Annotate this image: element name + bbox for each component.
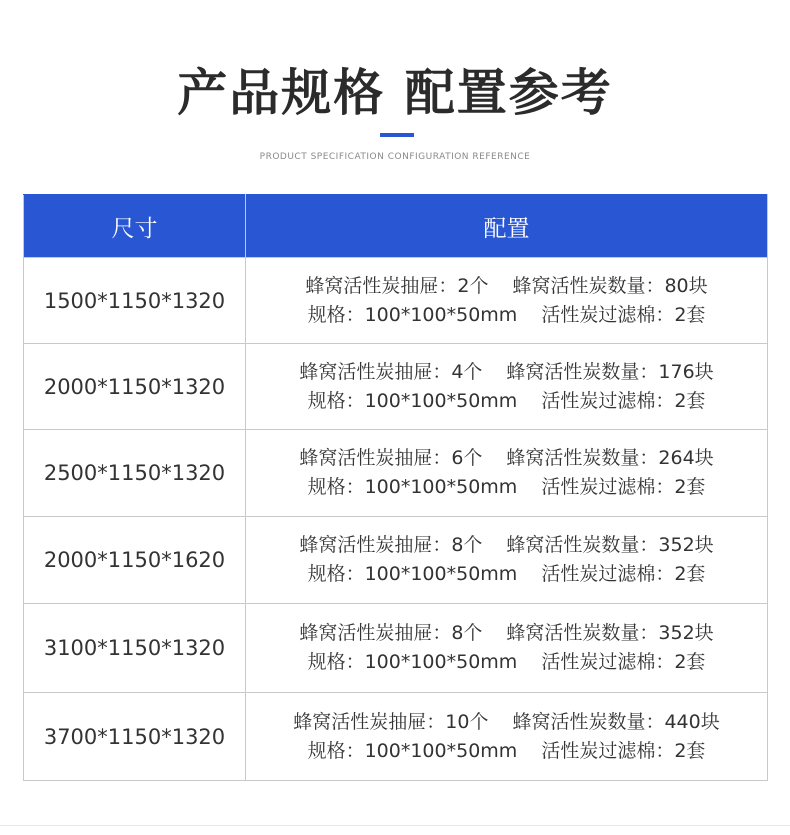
- config-line-2: [246, 560, 767, 589]
- block-spec: 规格：100*100*50mm: [307, 303, 518, 326]
- size-cell: 2000*1150*1320: [24, 344, 246, 430]
- spec-table: [23, 194, 768, 781]
- block-count: 蜂窝活性炭数量：176块: [506, 360, 714, 383]
- drawer-count: 蜂窝活性炭抽屉：10个: [293, 710, 489, 733]
- config-line-1: [246, 358, 767, 387]
- config-line-1: [246, 272, 767, 301]
- config-line-1: [246, 619, 767, 648]
- config-cell: [246, 693, 768, 781]
- table-row: [24, 344, 768, 430]
- size-cell: 1500*1150*1320: [24, 258, 246, 344]
- block-spec: 规格：100*100*50mm: [307, 651, 518, 673]
- table-row: [24, 604, 768, 693]
- table-row: [24, 517, 768, 604]
- block-spec: 规格：100*100*50mm: [307, 476, 518, 498]
- size-cell: 3100*1150*1320: [24, 604, 246, 693]
- size-cell: 2000*1150*1620: [24, 517, 246, 604]
- filter-count: 活性炭过滤棉：2套: [541, 651, 706, 673]
- title-underline: [380, 133, 414, 137]
- drawer-count: 蜂窝活性炭抽屉：2个: [305, 274, 489, 297]
- config-line-2: [246, 301, 767, 330]
- table-row: [24, 430, 768, 517]
- config-line-2: [246, 387, 767, 416]
- block-count: 蜂窝活性炭数量：352块: [506, 622, 714, 644]
- drawer-count: 蜂窝活性炭抽屉：4个: [299, 360, 483, 383]
- config-cell: [246, 344, 768, 430]
- column-header-size: 尺寸: [24, 195, 246, 258]
- column-header-config: 配置: [246, 195, 768, 258]
- config-line-2: [246, 648, 767, 677]
- filter-count: 活性炭过滤棉：2套: [541, 389, 706, 412]
- table-row: [24, 693, 768, 781]
- page-subtitle: PRODUCT SPECIFICATION CONFIGURATION REFERENCE: [259, 152, 531, 162]
- bottom-divider: [0, 825, 790, 826]
- config-line-1: [246, 708, 767, 737]
- filter-count: 活性炭过滤棉：2套: [541, 303, 706, 326]
- filter-count: 活性炭过滤棉：2套: [541, 739, 706, 762]
- drawer-count: 蜂窝活性炭抽屉：6个: [299, 447, 483, 469]
- drawer-count: 蜂窝活性炭抽屉：8个: [299, 534, 483, 556]
- config-line-2: [246, 737, 767, 766]
- drawer-count: 蜂窝活性炭抽屉：8个: [299, 622, 483, 644]
- config-line-2: [246, 473, 767, 502]
- block-count: 蜂窝活性炭数量：80块: [512, 274, 708, 297]
- block-spec: 规格：100*100*50mm: [307, 739, 518, 762]
- filter-count: 活性炭过滤棉：2套: [541, 563, 706, 585]
- config-cell: [246, 258, 768, 344]
- config-cell: [246, 517, 768, 604]
- block-count: 蜂窝活性炭数量：352块: [506, 534, 714, 556]
- table-header-row: [24, 195, 768, 258]
- block-spec: 规格：100*100*50mm: [307, 563, 518, 585]
- size-cell: 2500*1150*1320: [24, 430, 246, 517]
- page-title: 产品规格 配置参考: [177, 64, 613, 122]
- config-line-1: [246, 531, 767, 560]
- config-cell: [246, 604, 768, 693]
- config-line-1: [246, 444, 767, 473]
- table-row: [24, 258, 768, 344]
- block-count: 蜂窝活性炭数量：264块: [506, 447, 714, 469]
- filter-count: 活性炭过滤棉：2套: [541, 476, 706, 498]
- block-count: 蜂窝活性炭数量：440块: [512, 710, 720, 733]
- config-cell: [246, 430, 768, 517]
- size-cell: 3700*1150*1320: [24, 693, 246, 781]
- block-spec: 规格：100*100*50mm: [307, 389, 518, 412]
